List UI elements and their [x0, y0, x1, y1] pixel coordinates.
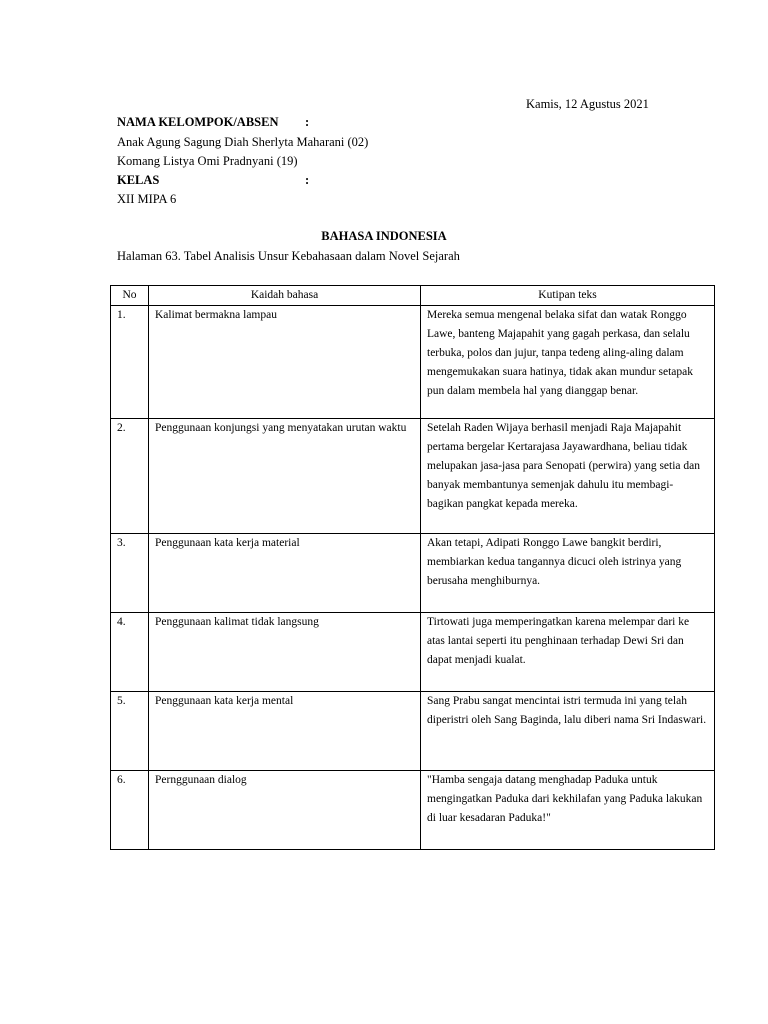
- class-value: XII MIPA 6: [117, 192, 177, 206]
- date-line: Kamis, 12 Agustus 2021: [526, 97, 649, 111]
- row-kaidah: Penggunaan kata kerja mental: [149, 692, 421, 771]
- table-row: [111, 613, 715, 692]
- table-row: [111, 306, 715, 419]
- table-header-row: [111, 286, 715, 306]
- row-kaidah: Penggunaan kata kerja material: [149, 534, 421, 613]
- group-colon: :: [305, 115, 310, 129]
- class-colon: :: [305, 173, 310, 187]
- row-kutipan: Sang Prabu sangat mencintai istri termuda ini yang telah diperistri oleh Sang Baginda, lalu diberi nama Sri Indaswari.: [421, 692, 715, 771]
- row-no: 6.: [111, 771, 149, 850]
- header-kaidah: Kaidah bahasa: [149, 286, 421, 306]
- row-kutipan: Akan tetapi, Adipati Ronggo Lawe bangkit berdiri, membiarkan kedua tangannya dicuci oleh istrinya yang berusaha menghiburnya.: [421, 534, 715, 613]
- row-no: 4.: [111, 613, 149, 692]
- row-kaidah: Kalimat bermakna lampau: [149, 306, 421, 419]
- member-name-2: Komang Listya Omi Pradnyani (19): [117, 154, 298, 168]
- row-kutipan: Mereka semua mengenal belaka sifat dan watak Ronggo Lawe, banteng Majapahit yang gagah perkasa, dan selalu terbuka, polos dan jujur, tanpa tedeng aling-aling dalam mengemukakan suara hatinya, tidak akan mundur setapak pun dalam membela hal yang dianggap benar.: [421, 306, 715, 419]
- row-no: 2.: [111, 419, 149, 534]
- analysis-table: [110, 285, 715, 850]
- row-no: 5.: [111, 692, 149, 771]
- table-row: [111, 692, 715, 771]
- table-caption: Halaman 63. Tabel Analisis Unsur Kebahasaan dalam Novel Sejarah: [117, 249, 460, 263]
- table-row: [111, 534, 715, 613]
- table-row: [111, 419, 715, 534]
- member-name-1: Anak Agung Sagung Diah Sherlyta Maharani (02): [117, 135, 369, 149]
- row-kaidah: Penggunaan konjungsi yang menyatakan urutan waktu: [149, 419, 421, 534]
- group-label: NAMA KELOMPOK/ABSEN: [117, 115, 279, 129]
- row-kaidah: Penggunaan kalimat tidak langsung: [149, 613, 421, 692]
- row-no: 1.: [111, 306, 149, 419]
- row-kutipan: Setelah Raden Wijaya berhasil menjadi Raja Majapahit pertama bergelar Kertarajasa Jayawardhana, beliau tidak melupakan jasa-jasa para Senopati (perwira) yang setia dan banyak membantunya semenjak dahulu itu membagi-bagikan pangkat kepada mereka.: [421, 419, 715, 534]
- header-no: No: [111, 286, 149, 306]
- row-no: 3.: [111, 534, 149, 613]
- row-kutipan: Tirtowati juga memperingatkan karena melempar dari ke atas lantai seperti itu penghinaan terhadap Dewi Sri dan dapat menjadi kualat.: [421, 613, 715, 692]
- subject-title: BAHASA INDONESIA: [321, 229, 447, 243]
- class-label: KELAS: [117, 173, 160, 187]
- row-kaidah: Pernggunaan dialog: [149, 771, 421, 850]
- table-row: [111, 771, 715, 850]
- row-kutipan: "Hamba sengaja datang menghadap Paduka untuk mengingatkan Paduka dari kekhilafan yang Paduka lakukan di luar kesadaran Paduka!": [421, 771, 715, 850]
- header-kutipan: Kutipan teks: [421, 286, 715, 306]
